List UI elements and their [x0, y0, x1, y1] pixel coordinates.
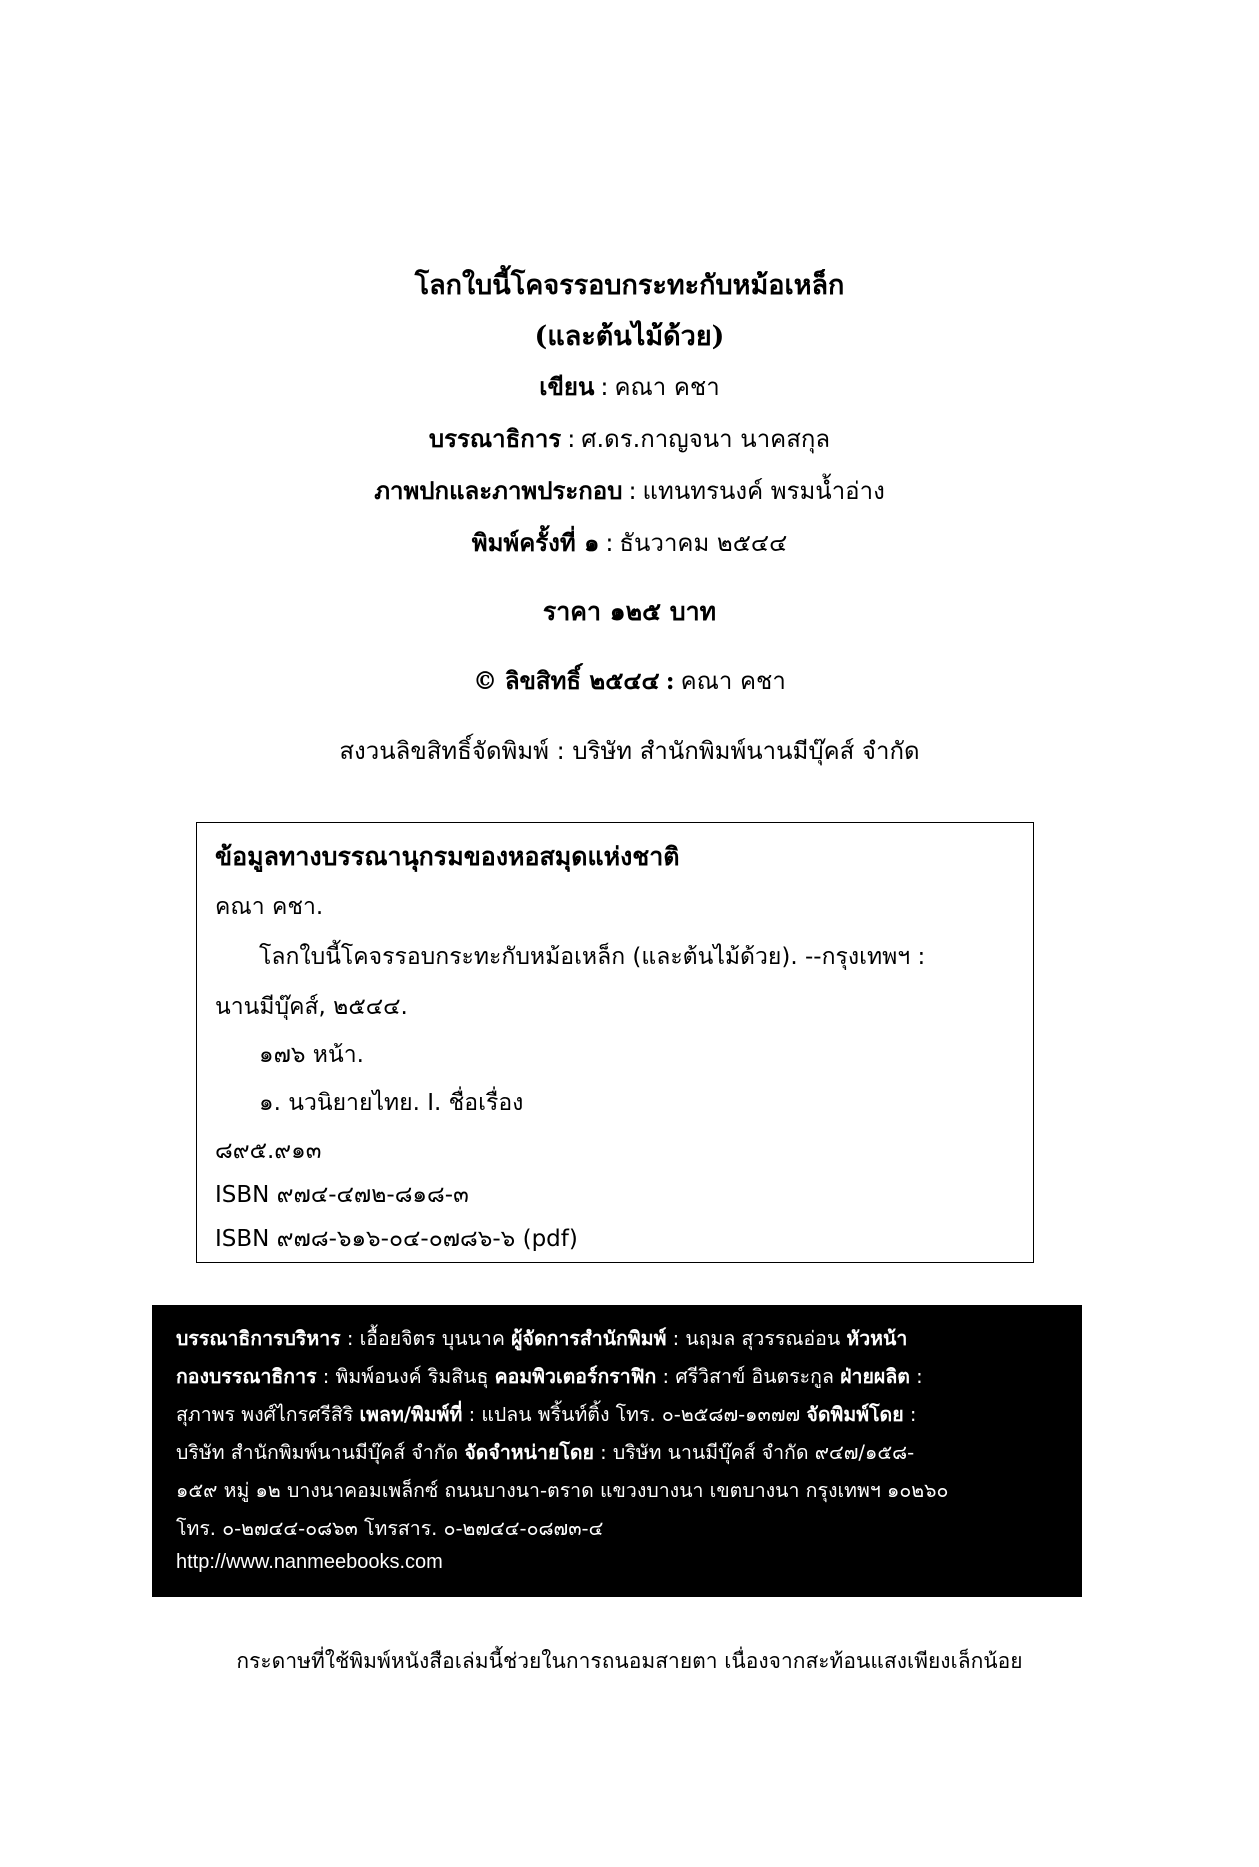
cip-isbn-pdf: ISBN ๙๗๘-๖๑๖-๐๔-๐๗๘๖-๖ (pdf)	[215, 1226, 578, 1252]
credit-editor: บรรณาธิการ : ศ.ดร.กาญจนา นาคสกุล	[428, 424, 831, 453]
credit-label: บรรณาธิการ	[428, 424, 562, 453]
website-link[interactable]: http://www.nanmeebooks.com	[176, 1551, 443, 1573]
paper-note: กระดาษที่ใช้พิมพ์หนังสือเล่มนี้ช่วยในการถนอมสายตา เนื่องจากสะท้อนแสงเพียงเล็กน้อย	[236, 1649, 1023, 1673]
copyright-label: ลิขสิทธิ์ ๒๕๔๔	[504, 666, 660, 695]
staff-line-1: บรรณาธิการบริหาร : เอื้อยจิตร บุนนาค ผู้จัดการสำนักพิมพ์ : นฤมล สุวรรณอ่อน หัวหน้า	[176, 1327, 908, 1350]
exec-editor-label: บรรณาธิการบริหาร	[176, 1327, 341, 1350]
distributor-label: จัดจำหน่ายโดย	[464, 1441, 594, 1464]
staff-line-4: บริษัท สำนักพิมพ์นานมีบุ๊คส์ จำกัด จัดจำหน่ายโดย : บริษัท นานมีบุ๊คส์ จำกัด ๙๔๗/๑๕๘-	[176, 1441, 915, 1464]
staff-line-2: กองบรรณาธิการ : พิมพ์อนงค์ ริมสินธุ คอมพิวเตอร์กราฟิก : ศรีวิสาข์ อินตระกูล ฝ่ายผลิต :	[176, 1365, 923, 1388]
staff-info-box	[152, 1305, 1082, 1597]
book-title: โลกใบนี้โคจรรอบกระทะกับหม้อเหล็ก	[414, 270, 845, 301]
production: สุภาพร พงศ์ไกรศรีสิริ	[176, 1403, 354, 1426]
credit-value: แทนทรนงค์ พรมน้ำอ่าง	[642, 477, 885, 505]
publisher-label: จัดพิมพ์โดย	[806, 1403, 904, 1426]
chief-label: หัวหน้า	[846, 1327, 908, 1350]
credit-edition: พิมพ์ครั้งที่ ๑ : ธันวาคม ๒๕๔๔	[471, 528, 788, 557]
staff-address: ๑๕๙ หมู่ ๑๒ บางนาคอมเพล็กซ์ ถนนบางนา-ตราด แขวงบางนา เขตบางนา กรุงเทพฯ ๑๐๒๖๐	[176, 1479, 949, 1502]
price: ราคา ๑๒๕ บาท	[542, 597, 717, 626]
manager-label: ผู้จัดการสำนักพิมพ์	[511, 1327, 667, 1350]
manager: นฤมล สุวรรณอ่อน	[685, 1327, 841, 1350]
staff-line-3: สุภาพร พงศ์ไกรศรีสิริ เพลท/พิมพ์ที่ : แปลน พริ้นท์ติ้ง โทร. ๐-๒๕๘๗-๑๓๗๗ จัดพิมพ์โดย :	[176, 1403, 917, 1426]
cip-title: โลกใบนี้โคจรรอบกระทะกับหม้อเหล็ก (และต้นไม้ด้วย). --กรุงเทพฯ :	[259, 944, 926, 970]
cip-publisher: นานมีบุ๊คส์, ๒๕๔๔.	[215, 994, 408, 1020]
chief: พิมพ์อนงค์ ริมสินธุ	[335, 1365, 489, 1388]
cip-classification: ๘๙๕.๙๑๓	[215, 1138, 322, 1164]
book-subtitle: (และต้นไม้ด้วย)	[534, 321, 725, 352]
copyright-icon: ©	[473, 666, 498, 695]
publisher: บริษัท สำนักพิมพ์นานมีบุ๊คส์ จำกัด	[176, 1441, 459, 1464]
graphic: ศรีวิสาข์ อินตระกูล	[675, 1365, 834, 1388]
production-label: ฝ่ายผลิต	[840, 1365, 910, 1388]
credit-label: เขียน	[539, 372, 595, 401]
credit-illustrator: ภาพปกและภาพประกอบ : แทนทรนงค์ พรมน้ำอ่าง	[374, 476, 885, 505]
credit-label: พิมพ์ครั้งที่ ๑	[471, 528, 600, 557]
plate-label: เพลท/พิมพ์ที่	[359, 1403, 463, 1426]
cip-heading: ข้อมูลทางบรรณานุกรมของหอสมุดแห่งชาติ	[215, 842, 680, 871]
distributor: บริษัท นานมีบุ๊คส์ จำกัด ๙๔๗/๑๕๘-	[612, 1441, 915, 1464]
copyright-line: © ลิขสิทธิ์ ๒๕๔๔ : คณา คชา	[473, 666, 786, 695]
plate: แปลน พริ้นท์ติ้ง โทร. ๐-๒๕๘๗-๑๓๗๗	[481, 1403, 801, 1426]
credit-value: คณา คชา	[614, 373, 720, 401]
cip-pages: ๑๗๖ หน้า.	[259, 1042, 364, 1068]
cip-box	[196, 822, 1034, 1263]
staff-phone: โทร. ๐-๒๗๔๔-๐๘๖๓ โทรสาร. ๐-๒๗๔๔-๐๘๗๓-๔	[176, 1517, 604, 1540]
cip-isbn: ISBN ๙๗๔-๔๗๒-๘๑๘-๓	[215, 1182, 469, 1208]
credit-value: ธันวาคม ๒๕๔๔	[619, 529, 788, 557]
publishing-rights: สงวนลิขสิทธิ์จัดพิมพ์ : บริษัท สำนักพิมพ์นานมีบุ๊คส์ จำกัด	[339, 737, 920, 765]
graphic-label: คอมพิวเตอร์กราฟิก	[494, 1365, 657, 1388]
chief-label: กองบรรณาธิการ	[176, 1365, 317, 1388]
cip-subject: ๑. นวนิยายไทย. I. ชื่อเรื่อง	[259, 1090, 524, 1116]
copyright-holder: คณา คชา	[680, 667, 786, 695]
credit-value: ศ.ดร.กาญจนา นาคสกุล	[581, 425, 831, 453]
cip-author: คณา คชา.	[215, 894, 324, 920]
credit-label: ภาพปกและภาพประกอบ	[374, 476, 623, 505]
credit-author: เขียน : คณา คชา	[539, 372, 720, 401]
exec-editor: เอื้อยจิตร บุนนาค	[359, 1327, 505, 1350]
